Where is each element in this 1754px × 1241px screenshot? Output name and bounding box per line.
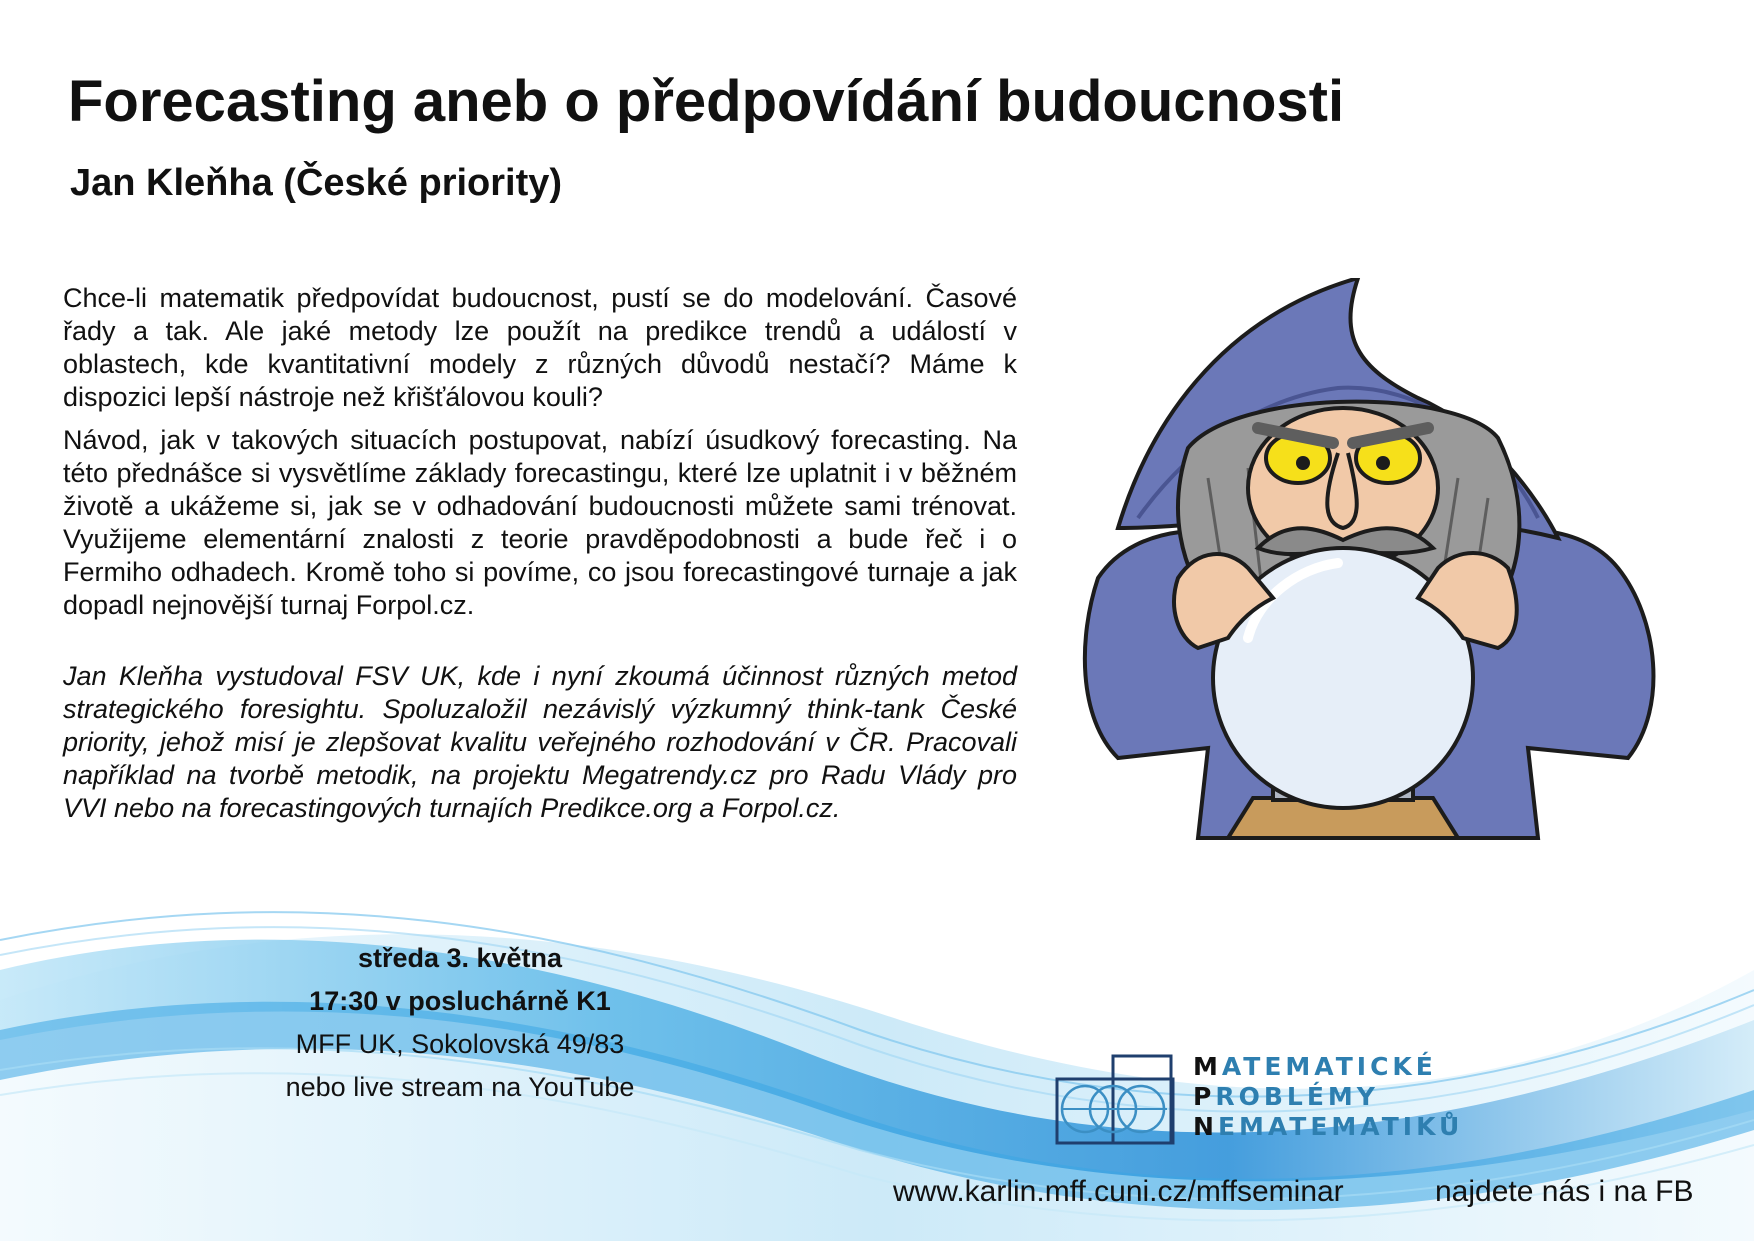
abstract-paragraph: Chce-li matematik předpovídat budoucnost, pustí se do modelování. Časové řady a tak. Ale jaké metody lze použít na predikce trendů a událostí v oblastech, kde kvantitativní modely z různých důvodů nestačí? Máme k dispozici lepší nástroje než křišťálovou kouli? <box>63 283 1017 412</box>
logo-initial: N <box>1193 1112 1218 1141</box>
logo-word: ROBLÉMY <box>1215 1082 1379 1111</box>
speaker-name: Jan Kleňha (České priority) <box>70 162 563 204</box>
facebook-note: najdete nás i na FB <box>1435 1175 1694 1208</box>
event-address: MFF UK, Sokolovská 49/83 <box>295 1029 625 1059</box>
logo-word: ATEMATICKÉ <box>1221 1052 1437 1081</box>
event-time-place: 17:30 v posluchárně K1 <box>309 986 611 1016</box>
logo-initial: P <box>1193 1082 1216 1111</box>
logo-word: EMATEMATIKŮ <box>1217 1112 1464 1141</box>
event-details <box>230 937 690 1109</box>
lecture-abstract <box>63 282 1017 835</box>
event-stream: nebo live stream na YouTube <box>285 1072 635 1102</box>
wizard-with-crystal-ball-illustration <box>1058 278 1688 858</box>
mpn-logo-graphic <box>1055 1054 1175 1146</box>
seminar-website-link[interactable]: www.karlin.mff.cuni.cz/mffseminar <box>893 1175 1344 1208</box>
lecture-title: Forecasting aneb o předpovídání budoucnosti <box>68 69 1345 134</box>
speaker-bio: Jan Kleňha vystudoval FSV UK, kde i nyní zkoumá účinnost různých metod strategického foresightu. Spoluzaložil nezávislý výzkumný think-tank České priority, jehož misí je zlepšovat kvalitu veřejného rozhodování v ČR. Pracovali například na tvorbě metodik, na projektu Megatrendy.cz pro Radu Vlády pro VVI nebo na forecastingových turnajích Predikce.org a Forpol.cz. <box>63 661 1017 823</box>
event-date: středa 3. května <box>357 943 563 973</box>
abstract-paragraph: Návod, jak v takových situacích postupovat, nabízí úsudkový forecasting. Na této přednášce si vysvětlíme základy forecastingu, které lze uplatnit i v běžném životě a ukážeme si, jak se v odhadování budoucnosti můžete sami trénovat. Využijeme elementární znalosti z teorie pravděpodobnosti a bude řeč i o Fermiho odhadech. Kromě toho si povíme, co jsou forecastingové turnaje a jak dopadl nejnovější turnaj Forpol.cz. <box>63 425 1017 620</box>
mpn-logo-text <box>1193 1052 1463 1142</box>
logo-initial: M <box>1193 1052 1222 1081</box>
